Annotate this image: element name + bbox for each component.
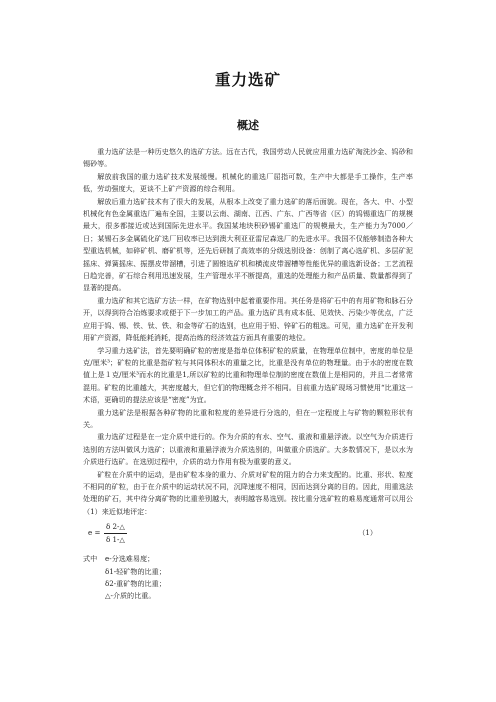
legend-item: δ2-重矿物的比重； <box>105 579 166 588</box>
paragraph-4: 重力选矿和其它选矿方法一样，在矿物选别中起着重要作用。其任务是将矿石中的有用矿物和脉石分开，以得到符合冶炼要求或便于下一步加工的产品。重力选矿具有成本低、见效快、污染少等优点，广泛应用于钨、锡、铁、钛、铁、和金等矿石的选别，也应用于铅、锌矿石的粗选。可见，重力选矿在开发利用矿产资源，降低能耗消耗，提高治炼的经济效益方面具有重要的地位。 <box>83 295 413 343</box>
legend-lead: 式中 <box>83 554 98 564</box>
separation-formula <box>83 521 413 549</box>
section-heading: 概述 <box>237 119 259 132</box>
paragraph-5: 学习重力选矿法，首先要明确矿粒的密度是指单位体积矿粒的质量，在物理单位制中，密度的单位是克/厘米³；矿粒的比重是指矿粒与其同体积水的重量之比，比重是没有单位的物理量。由于水的密度在数值上是１克/厘米³而水的比重是1,所以矿粒的比重和物理单位制的密度在数值上是相同的，并且二者常常混用。矿粒的比重越大，其密度越大，但它们的物理概念并不相同。目前重力选矿现场习惯使用“比重这一术语，更确切的提法应该是“密度”为宜。 <box>83 345 413 405</box>
document-title: 重力选矿 <box>214 71 281 89</box>
paragraph-3: 解放后重力选矿技术有了很大的发展，从根本上改变了重力选矿的落后面貌。现在，各大、中、小型机械化有色金属重选厂遍布全国，主要以云南、湖南、江西、广东、广西等省（区）的钨锡重选厂的规模最大，很多都接近或达到国际先进水平。我国某地块积砂锡矿重选厂的规模最大，生产能力为7000／日；某锡石多金属硫化矿选厂回收率已达到澳大利亚亚雷尼森选厂的先进水平。我国不仅能够制造各种大型重选机械，如碎矿机、磨矿机等，还先后研制了高效率的分级选别设备：创制了离心选矿机、多层矿泥摇床、弹簧摇床、振摆皮带溜槽，引进了圆锥选矿机和横流皮带溜槽等性能优异的重选新设备；工艺流程日趋完善，矿石综合利用迅速发展，生产管理水平不断提高，重选的处理能力和产品质量、数量都得到了显著的提高。 <box>83 196 413 293</box>
paragraph-6: 重力选矿法是根据各种矿物的比重和粒度的差异进行分选的，但在一定程度上与矿物的颗粒形状有关。 <box>83 407 413 429</box>
formula-denominator: δ 1-△ <box>106 535 125 545</box>
paragraph-2: 解放前我国的重力选矿技术发展缓慢。机械化的重选厂屈指可数，生产中大都是手工操作，生产率低，劳动强度大，更谈不上矿产资源的综合利用。 <box>83 171 413 194</box>
formula-lhs: e = <box>88 528 101 538</box>
formula-numerator: δ 2-△ <box>104 521 127 534</box>
legend-item: e-分选难易度； <box>105 554 155 564</box>
legend-item: △-介质的比重。 <box>105 591 156 601</box>
formula-legend <box>83 553 413 603</box>
paragraph-8: 矿粒在介质中的运动，是由矿粒本身的重力、介质对矿粒的阻力的合力来支配的。比重、形状、粒度不相同的矿粒，由于在介质中的运动状况不同，沉降速度不相同，因而达到分离的目的。因此，用重选法处理的矿石，其中待分离矿物的比重差别越大，表明越容易选别。按比重分选矿粒的难易度通常可以用公（1）来近似地评定： <box>83 469 413 516</box>
legend-item: δ1-轻矿物的比重； <box>105 566 166 576</box>
formula-fraction <box>104 521 127 546</box>
legend-row-first <box>83 553 413 565</box>
paragraph-7: 重力选矿过程是在一定介质中进行的。作为介质的有水、空气、重液和重悬浮液。以空气为介质进行选别的方法叫做风力选矿；以重液和重悬浮液为介质选别的，叫做重介质选矿。大多数情况下，是以水为介质进行选矿。在选别过程中，介质的动力作用有极为重要的意义。 <box>83 432 413 467</box>
formula-number: （1） <box>358 528 377 538</box>
paragraph-1: 重力选矿法是一种历史悠久的选矿方法。远在古代，我国劳动人民就应用重力选矿淘洗沙金、钨砂和锡砂等。 <box>83 147 413 169</box>
